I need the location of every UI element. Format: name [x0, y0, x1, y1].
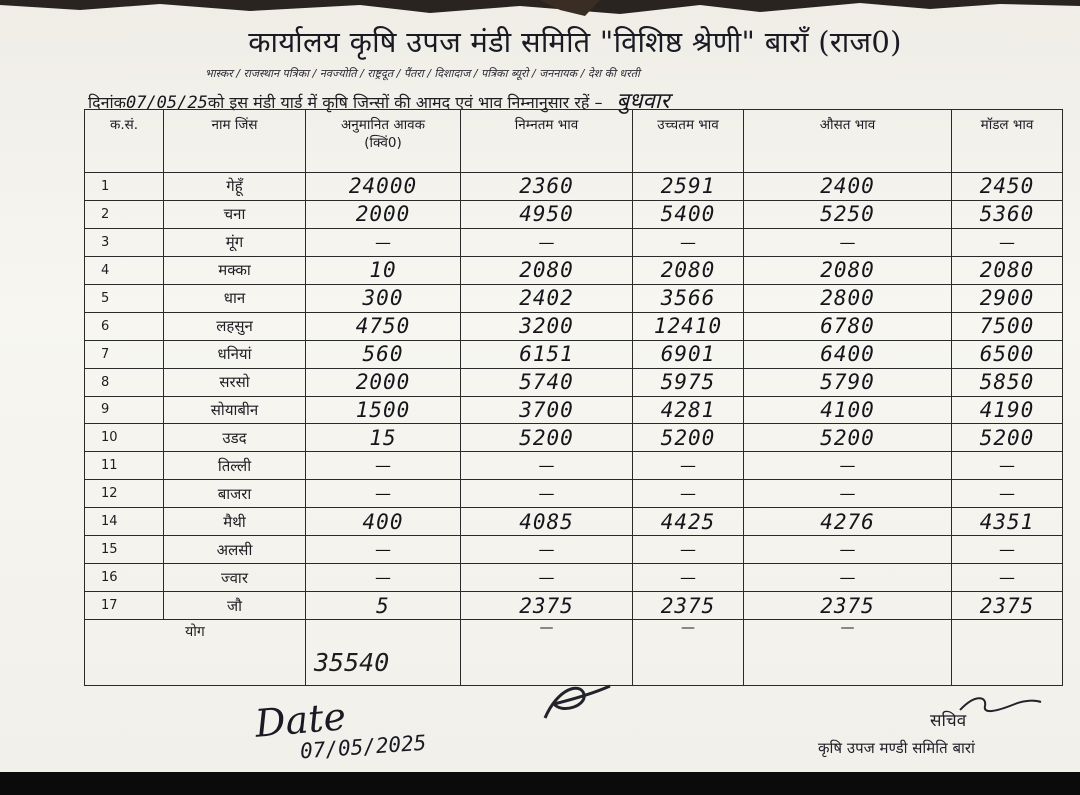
- cell-max: 6901: [633, 340, 744, 368]
- cell-sn: 4: [85, 256, 164, 284]
- cell-min: —: [461, 536, 633, 564]
- cell-sn: 6: [85, 312, 164, 340]
- cell-min: 2402: [461, 284, 633, 312]
- header-sn: क.सं.: [85, 110, 164, 173]
- cell-model: —: [952, 228, 1063, 256]
- cell-arrival: 2000: [306, 200, 461, 228]
- table-row: [85, 424, 1063, 452]
- table-row: [85, 536, 1063, 564]
- cell-min: 3200: [461, 312, 633, 340]
- initials-signature: [540, 680, 620, 725]
- dateline-prefix: दिनांक: [88, 93, 126, 112]
- total-arrival: 35540: [306, 620, 461, 686]
- cell-min: —: [461, 452, 633, 480]
- table-row: [85, 340, 1063, 368]
- cell-arrival: 24000: [306, 173, 461, 201]
- total-max: —: [633, 620, 744, 686]
- cell-avg: —: [744, 536, 952, 564]
- cell-name: धान: [164, 284, 306, 312]
- table-row: [85, 368, 1063, 396]
- cell-sn: 12: [85, 480, 164, 508]
- dateline-date: 07/05/25: [125, 93, 208, 113]
- header-avg: औसत भाव: [744, 110, 952, 173]
- cell-min: 6151: [461, 340, 633, 368]
- cell-min: 4085: [461, 508, 633, 536]
- cell-max: 12410: [633, 312, 744, 340]
- dateline-day: बुधवार: [616, 89, 670, 114]
- table-row: [85, 480, 1063, 508]
- header-min: निम्नतम भाव: [461, 110, 633, 173]
- cell-min: 5740: [461, 368, 633, 396]
- cell-arrival: 10: [306, 256, 461, 284]
- rates-table: [84, 109, 1063, 686]
- bottom-bar: [0, 772, 1080, 795]
- cell-min: 5200: [461, 424, 633, 452]
- cell-arrival: 300: [306, 284, 461, 312]
- cell-name: मैथी: [164, 508, 306, 536]
- cell-name: लहसुन: [164, 312, 306, 340]
- table-row: [85, 564, 1063, 592]
- cell-min: 4950: [461, 200, 633, 228]
- table-header-row: [85, 110, 1063, 173]
- cell-avg: —: [744, 228, 952, 256]
- cell-model: —: [952, 564, 1063, 592]
- cell-name: धनियां: [164, 340, 306, 368]
- handwritten-date-value: 07/05/2025: [299, 730, 428, 764]
- cell-max: —: [633, 564, 744, 592]
- cell-name: सरसो: [164, 368, 306, 396]
- cell-name: मूंग: [164, 228, 306, 256]
- cell-min: 2375: [461, 592, 633, 620]
- cell-sn: 9: [85, 396, 164, 424]
- cell-avg: —: [744, 564, 952, 592]
- cell-max: 5400: [633, 200, 744, 228]
- cell-model: 4351: [952, 508, 1063, 536]
- cell-arrival: —: [306, 564, 461, 592]
- cell-name: तिल्ली: [164, 452, 306, 480]
- header-arrival: [306, 110, 461, 173]
- secretary-office: कृषि उपज मण्डी समिति बारां: [818, 739, 975, 757]
- cell-min: —: [461, 228, 633, 256]
- cell-arrival: —: [306, 480, 461, 508]
- total-avg: —: [744, 620, 952, 686]
- cell-avg: 6780: [744, 312, 952, 340]
- cell-model: —: [952, 452, 1063, 480]
- total-min: —: [461, 620, 633, 686]
- cell-arrival: 560: [306, 340, 461, 368]
- cell-max: 2591: [633, 173, 744, 201]
- cell-sn: 5: [85, 284, 164, 312]
- cell-arrival: 400: [306, 508, 461, 536]
- cell-min: 3700: [461, 396, 633, 424]
- cell-max: —: [633, 536, 744, 564]
- cell-max: 2080: [633, 256, 744, 284]
- cell-name: गेहूँ: [164, 173, 306, 201]
- cell-avg: 2080: [744, 256, 952, 284]
- cell-min: —: [461, 564, 633, 592]
- header-model: मॉडल भाव: [952, 110, 1063, 173]
- table-row: [85, 396, 1063, 424]
- table-row: [85, 228, 1063, 256]
- cell-arrival: 2000: [306, 368, 461, 396]
- cell-model: —: [952, 536, 1063, 564]
- cell-max: 5200: [633, 424, 744, 452]
- cell-name: ज्वार: [164, 564, 306, 592]
- table-row: [85, 592, 1063, 620]
- cell-model: 6500: [952, 340, 1063, 368]
- table-row: [85, 256, 1063, 284]
- cell-name: मक्का: [164, 256, 306, 284]
- table-row: [85, 284, 1063, 312]
- cell-sn: 8: [85, 368, 164, 396]
- total-label: योग: [85, 620, 306, 686]
- cell-avg: —: [744, 480, 952, 508]
- torn-edge-decoration: [0, 0, 1080, 22]
- cell-avg: 4100: [744, 396, 952, 424]
- cell-sn: 3: [85, 228, 164, 256]
- newspaper-list: भास्कर / राजस्थान पत्रिका / नवज्योति / राष्ट्रदूत / पैंतरा / दिशादाज / पत्रिका ब्यूरो / जननायक / देश की धरती: [205, 67, 640, 80]
- cell-model: 2900: [952, 284, 1063, 312]
- cell-sn: 14: [85, 508, 164, 536]
- cell-arrival: —: [306, 228, 461, 256]
- header-arrival-unit: (क्विं0): [364, 135, 402, 151]
- cell-model: 5850: [952, 368, 1063, 396]
- cell-max: —: [633, 480, 744, 508]
- secretary-signature: [955, 692, 1045, 722]
- header-arrival-label: अनुमानित आवक: [340, 117, 426, 133]
- cell-arrival: —: [306, 536, 461, 564]
- cell-min: —: [461, 480, 633, 508]
- cell-max: —: [633, 452, 744, 480]
- cell-sn: 16: [85, 564, 164, 592]
- cell-model: 4190: [952, 396, 1063, 424]
- header-max: उच्चतम भाव: [633, 110, 744, 173]
- cell-min: 2080: [461, 256, 633, 284]
- cell-min: 2360: [461, 173, 633, 201]
- cell-arrival: —: [306, 452, 461, 480]
- header-name: नाम जिंस: [164, 110, 306, 173]
- table-row: [85, 173, 1063, 201]
- cell-avg: 4276: [744, 508, 952, 536]
- cell-arrival: 15: [306, 424, 461, 452]
- cell-name: चना: [164, 200, 306, 228]
- cell-name: बाजरा: [164, 480, 306, 508]
- cell-sn: 2: [85, 200, 164, 228]
- cell-max: 2375: [633, 592, 744, 620]
- cell-model: 2450: [952, 173, 1063, 201]
- table-row: [85, 200, 1063, 228]
- cell-sn: 10: [85, 424, 164, 452]
- secretary-title: सचिव: [930, 711, 967, 731]
- cell-avg: 2800: [744, 284, 952, 312]
- cell-model: 5200: [952, 424, 1063, 452]
- cell-max: —: [633, 228, 744, 256]
- cell-model: —: [952, 480, 1063, 508]
- cell-max: 4281: [633, 396, 744, 424]
- table-row: [85, 312, 1063, 340]
- cell-model: 2375: [952, 592, 1063, 620]
- dateline-text: को इस मंडी यार्ड में कृषि जिन्सों की आमद एवं भाव निम्नानुसार रहें –: [207, 93, 603, 112]
- cell-max: 4425: [633, 508, 744, 536]
- cell-sn: 7: [85, 340, 164, 368]
- cell-sn: 17: [85, 592, 164, 620]
- cell-model: 7500: [952, 312, 1063, 340]
- cell-sn: 11: [85, 452, 164, 480]
- cell-max: 3566: [633, 284, 744, 312]
- cell-avg: 2400: [744, 173, 952, 201]
- table-row: [85, 508, 1063, 536]
- cell-sn: 15: [85, 536, 164, 564]
- total-model: [952, 620, 1063, 686]
- cell-arrival: 1500: [306, 396, 461, 424]
- cell-max: 5975: [633, 368, 744, 396]
- cell-name: अलसी: [164, 536, 306, 564]
- handwritten-date-label: Date: [253, 694, 348, 746]
- cell-avg: —: [744, 452, 952, 480]
- cell-model: 2080: [952, 256, 1063, 284]
- cell-name: जौ: [164, 592, 306, 620]
- cell-avg: 5790: [744, 368, 952, 396]
- cell-avg: 5200: [744, 424, 952, 452]
- cell-avg: 5250: [744, 200, 952, 228]
- cell-arrival: 5: [306, 592, 461, 620]
- cell-arrival: 4750: [306, 312, 461, 340]
- cell-sn: 1: [85, 173, 164, 201]
- table-row: [85, 452, 1063, 480]
- total-row: [85, 620, 1063, 686]
- cell-name: सोयाबीन: [164, 396, 306, 424]
- office-title: कार्यालय कृषि उपज मंडी समिति "विशिष्ठ श्रेणी" बारॉं (राज0): [248, 25, 902, 59]
- cell-name: उडद: [164, 424, 306, 452]
- cell-avg: 6400: [744, 340, 952, 368]
- cell-model: 5360: [952, 200, 1063, 228]
- cell-avg: 2375: [744, 592, 952, 620]
